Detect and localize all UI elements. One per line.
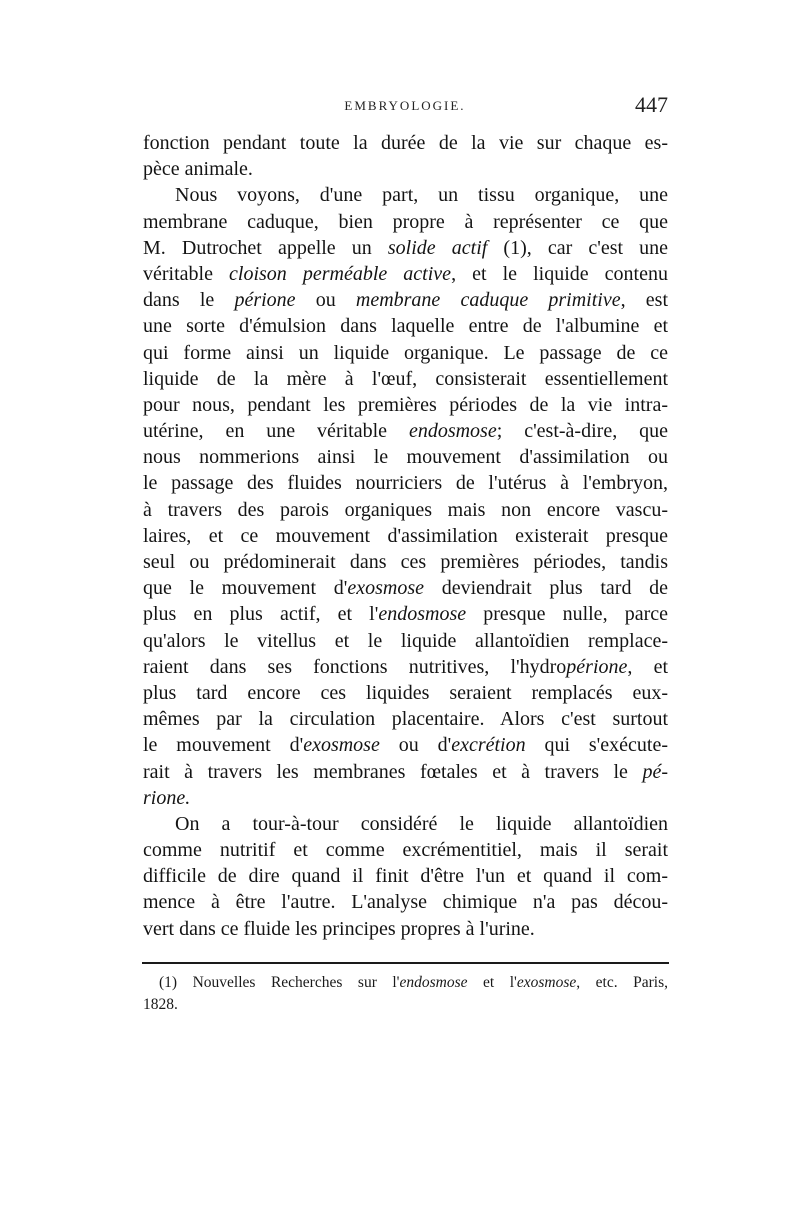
text-line: vert dans ce fluide les principes propres à l'urine.	[143, 917, 535, 940]
text-line: utérine, en une véritable endosmose; c'est-à-dire, que	[143, 420, 668, 443]
text-line: que le mouvement d'exosmose deviendrait plus tard de	[143, 577, 668, 600]
text-line: M. Dutrochet appelle un solide actif (1), car c'est une	[143, 236, 669, 259]
footnote	[143, 972, 668, 1016]
footnote-line: 1828.	[143, 996, 178, 1013]
text-line: une sorte d'émulsion dans laquelle entre de l'albumine et	[143, 315, 668, 338]
running-head: EMBRYOLOGIE.	[344, 98, 466, 113]
text-line: le mouvement d'exosmose ou d'excrétion qui s'exécute-	[143, 734, 668, 757]
page-number: 447	[635, 92, 668, 117]
text-line: mêmes par la circulation placentaire. Alors c'est surtout	[143, 708, 668, 731]
text-line: nous nommerions ainsi le mouvement d'assimilation ou	[143, 446, 668, 469]
footnote-divider	[142, 962, 669, 964]
text-line: véritable cloison perméable active, et le liquide contenu	[143, 262, 668, 285]
text-line: dans le périone ou membrane caduque primitive, est	[143, 289, 668, 312]
text-line: rait à travers les membranes fœtales et à travers le pé-	[143, 760, 668, 783]
text-line: pour nous, pendant les premières périodes de la vie intra-	[143, 393, 668, 416]
text-line: difficile de dire quand il finit d'être l'un et quand il com-	[143, 865, 668, 888]
text-line: comme nutritif et comme excrémentitiel, mais il serait	[143, 839, 668, 862]
text-line: rione.	[143, 786, 191, 809]
text-line: laires, et ce mouvement d'assimilation existerait presque	[143, 524, 668, 547]
text-line: plus en plus actif, et l'endosmose presque nulle, parce	[143, 603, 668, 626]
text-line: raient dans ses fonctions nutritives, l'hydropérione, et	[143, 655, 668, 678]
text-line: fonction pendant toute la durée de la vie sur chaque es-	[143, 132, 668, 154]
text-line: qui forme ainsi un liquide organique. Le passage de ce	[143, 341, 668, 364]
text-line: On a tour-à-tour considéré le liquide allantoïdien	[175, 812, 668, 835]
text-line: mence à être l'autre. L'analyse chimique n'a pas décou-	[143, 891, 668, 914]
text-line: à travers des parois organiques mais non encore vascu-	[143, 498, 668, 521]
text-line: le passage des fluides nourriciers de l'utérus à l'embryon,	[143, 472, 668, 495]
footnote-line: (1) Nouvelles Recherches sur l'endosmose et l'exosmose, etc. Paris,	[159, 974, 668, 991]
text-line: qu'alors le vitellus et le liquide allantoïdien remplace-	[143, 629, 668, 652]
text-line: membrane caduque, bien propre à représenter ce que	[143, 210, 668, 233]
text-line: seul ou prédominerait dans ces premières périodes, tandis	[143, 551, 668, 573]
text-line: Nous voyons, d'une part, un tissu organique, une	[175, 184, 668, 207]
page-header	[140, 92, 670, 122]
text-line: plus tard encore ces liquides seraient remplacés eux-	[143, 681, 668, 704]
text-line: pèce animale.	[143, 158, 253, 181]
text-line: liquide de la mère à l'œuf, consisterait essentiellement	[143, 367, 668, 390]
main-text	[143, 130, 668, 942]
